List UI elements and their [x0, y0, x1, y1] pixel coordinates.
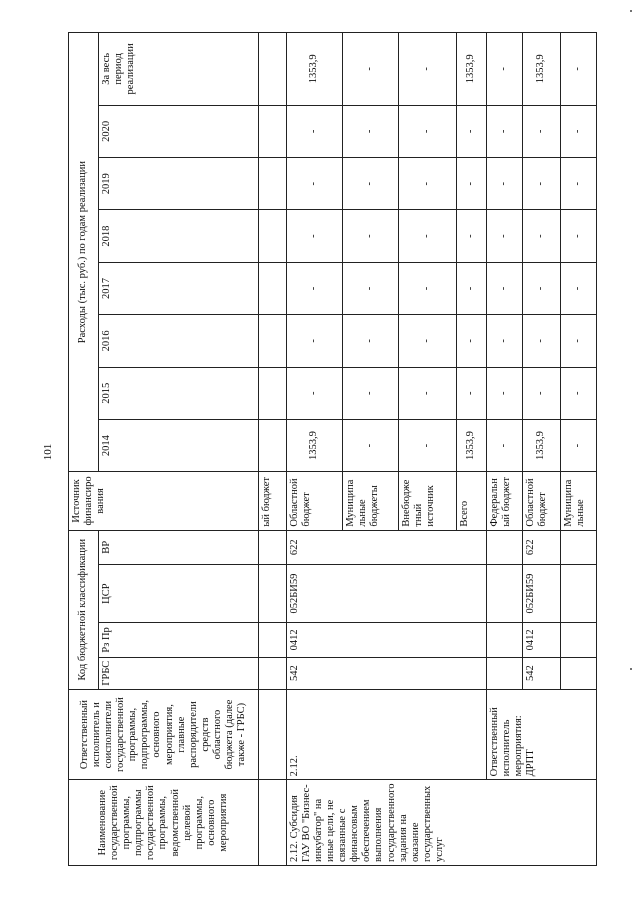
value-cell: -	[457, 367, 487, 419]
table-row	[259, 33, 287, 866]
value-cell: -	[487, 105, 523, 157]
value-cell: -	[561, 315, 597, 367]
value-cell: -	[487, 33, 523, 106]
scan-speck	[630, 10, 632, 12]
table-row	[487, 33, 523, 866]
value-cell: -	[487, 419, 523, 471]
header-budget-code: Код бюджетной классификации	[69, 530, 99, 689]
csr-cell: 052БИ59	[287, 564, 487, 622]
vr-cell-b: 622	[523, 530, 561, 564]
source-cell: Федеральный бюджет	[487, 472, 523, 530]
value-cell: -	[487, 210, 523, 262]
value-cell: -	[287, 105, 343, 157]
responsible-cell-b: Ответственный исполнитель мероприятия: ДРПТ	[487, 689, 597, 780]
value-cell: 1353,9	[287, 33, 343, 106]
value-cell: -	[523, 158, 561, 210]
header-rzpr: Рз Пр	[99, 623, 259, 657]
value-cell: -	[399, 158, 457, 210]
value-cell: -	[561, 419, 597, 471]
header-year-2016: 2016	[99, 315, 259, 367]
value-cell: -	[399, 315, 457, 367]
header-grbs: ГРБС	[99, 657, 259, 689]
value-cell: -	[487, 158, 523, 210]
grbs-cell-b: 542	[523, 657, 561, 689]
value-cell: -	[487, 315, 523, 367]
value-cell: -	[343, 315, 399, 367]
page-number: 101	[42, 443, 54, 461]
value-cell: -	[457, 105, 487, 157]
csr-cell-b: 052БИ59	[523, 564, 561, 622]
responsible-cell: 2.12.	[287, 689, 487, 780]
source-cell: Муниципальные	[561, 472, 597, 530]
value-cell: -	[399, 210, 457, 262]
value-cell: -	[343, 262, 399, 314]
value-cell: -	[399, 419, 457, 471]
budget-table-rotated	[68, 32, 587, 866]
value-cell: -	[343, 419, 399, 471]
value-cell: -	[457, 158, 487, 210]
value-cell: 1353,9	[287, 419, 343, 471]
value-cell: -	[561, 367, 597, 419]
value-cell: -	[287, 367, 343, 419]
value-cell: -	[457, 315, 487, 367]
scan-speck	[630, 668, 632, 670]
header-year-2018: 2018	[99, 210, 259, 262]
value-cell: -	[343, 367, 399, 419]
value-cell: -	[523, 210, 561, 262]
header-expenses: Расходы (тыс. руб.) по годам реализации	[69, 33, 99, 472]
header-year-2017: 2017	[99, 262, 259, 314]
header-year-2020: 2020	[99, 105, 259, 157]
value-cell: -	[343, 33, 399, 106]
header-csr: ЦСР	[99, 564, 259, 622]
grbs-cell: 542	[287, 657, 487, 689]
value-cell: -	[399, 33, 457, 106]
header-year-2019: 2019	[99, 158, 259, 210]
value-cell: -	[399, 262, 457, 314]
value-cell: -	[343, 158, 399, 210]
header-year-total: За весь период реализации	[99, 33, 259, 106]
value-cell: -	[399, 367, 457, 419]
header-vr: ВР	[99, 530, 259, 564]
value-cell: 1353,9	[523, 419, 561, 471]
source-cell: Областной бюджет	[287, 472, 343, 530]
value-cell: -	[399, 105, 457, 157]
source-cell: ый бюджет	[259, 472, 287, 530]
value-cell: -	[487, 367, 523, 419]
value-cell: -	[343, 105, 399, 157]
value-cell: 1353,9	[523, 33, 561, 106]
vr-cell: 622	[287, 530, 487, 564]
value-cell: -	[343, 210, 399, 262]
value-cell: -	[523, 315, 561, 367]
measure-name: 2.12. Субсидия ГАУ ВО "Бизнес-инкубатор" на иные цели, не связанные с финансовым обеспечением выполнения государственного задания на оказание государственных услуг	[287, 780, 597, 866]
header-year-2014: 2014	[99, 419, 259, 471]
source-cell: Муниципальные бюджеты	[343, 472, 399, 530]
source-cell: Всего	[457, 472, 487, 530]
value-cell: 1353,9	[457, 33, 487, 106]
value-cell: -	[561, 33, 597, 106]
header-source: Источник финансирования	[69, 472, 259, 530]
value-cell: -	[287, 315, 343, 367]
value-cell: 1353,9	[457, 419, 487, 471]
header-responsible: Ответственный исполнитель и соисполнители государственной программы, подпрограммы, основного мероприятия, главные распорядители средств областного бюджета (далее также - ГРБС)	[69, 689, 259, 780]
header-row-1	[69, 33, 99, 866]
header-year-2015: 2015	[99, 367, 259, 419]
value-cell: -	[523, 105, 561, 157]
value-cell: -	[287, 210, 343, 262]
rzpr-cell: 0412	[287, 623, 487, 657]
value-cell: -	[561, 105, 597, 157]
header-name: Наименование государственной программы, подпрограммы государственной программы, ведомственной целевой программы, основного мероприятия	[69, 780, 259, 866]
value-cell: -	[561, 158, 597, 210]
table-row	[287, 33, 343, 866]
value-cell: -	[457, 262, 487, 314]
rzpr-cell-b: 0412	[523, 623, 561, 657]
value-cell: -	[523, 262, 561, 314]
value-cell: -	[561, 262, 597, 314]
value-cell: -	[487, 262, 523, 314]
source-cell: Внебюджетный источник	[399, 472, 457, 530]
source-cell: Областной бюджет	[523, 472, 561, 530]
value-cell: -	[561, 210, 597, 262]
budget-table	[68, 32, 597, 866]
value-cell: -	[523, 367, 561, 419]
value-cell: -	[287, 158, 343, 210]
value-cell: -	[457, 210, 487, 262]
value-cell: -	[287, 262, 343, 314]
